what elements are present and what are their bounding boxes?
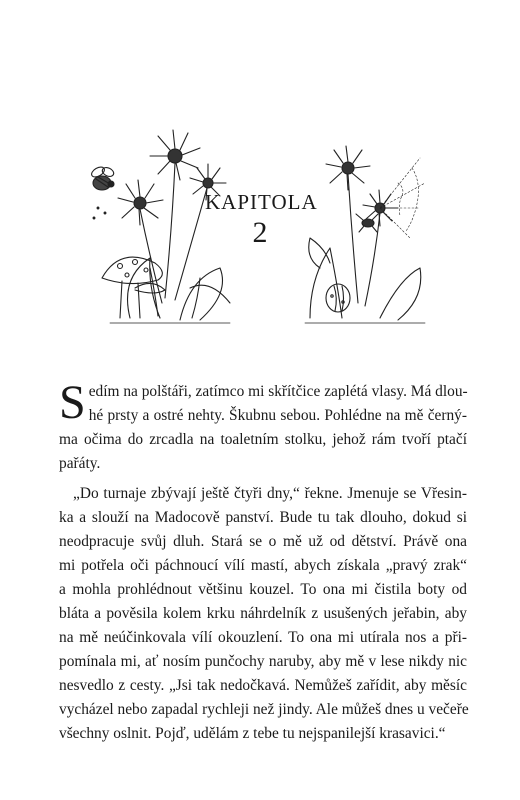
text-line: pařáty. [59, 455, 101, 472]
text-line: ma očima do zrcadla na toaletním stolku, jehož rám tvoří ptačí [59, 431, 467, 448]
paragraph-2 [59, 482, 467, 746]
chapter-label: KAPITOLA [205, 190, 318, 214]
text-line: „Do turnaje zbývají ještě čtyři dny,“ řekne. Jmenuje se Vřesin- [73, 485, 467, 502]
text-line: hé prsty a ostré nehty. Škubnu sebou. Pohlédne na mě černý- [88, 407, 467, 424]
body-text [59, 376, 469, 746]
spiderweb-icon [380, 158, 425, 238]
bee-icon [90, 165, 115, 219]
text-line: ka a slouží na Madocově panství. Bude tu tak dlouho, dokud si [59, 509, 467, 526]
paragraph-1 [59, 376, 468, 476]
text-line: neodpracuje svůj dluh. Stará se o mě už od dětství. Právě ona [59, 533, 467, 550]
chapter-number: 2 [252, 216, 268, 249]
chapter-heading [205, 190, 318, 250]
text-line: všechny oslnit. Pojď, udělám z tebe tu nejspanilejší krasavici.“ [59, 725, 446, 742]
text-line: vycházel nebo zapadal rychleji než jindy. Ale můžeš dnes u večeře [59, 701, 469, 718]
mushroom-icon [102, 257, 165, 318]
drop-cap: S [59, 376, 86, 429]
text-line: a mohla prohlédnout většinu kouzel. To ona mi čistila boty od [59, 581, 467, 598]
leaf-icon [110, 258, 230, 323]
text-line: na mě neúčinkovala vílí okouzlení. To ona mi utírala nos a při- [59, 629, 467, 646]
text-line: mi potřela oči páchnoucí vílí mastí, abych získala „pravý zrak“ [59, 557, 467, 574]
text-line: pomínala mi, ať nosím punčochy naruby, aby mě v lese nikdy nic [59, 653, 467, 670]
text-line: nesvedlo z cesty. „Jsi tak nedočkavá. Nemůžeš zařídit, aby měsíc [59, 677, 467, 694]
leaf-icon [305, 238, 425, 323]
text-line: edím na polštáři, zatímco mi skřítčice zaplétá vlasy. Má dlou- [88, 383, 468, 400]
text-line: bláta a pověsila kolem krku náhrdelník z usušených jeřabin, aby [59, 605, 467, 622]
insect-icon [356, 214, 378, 232]
